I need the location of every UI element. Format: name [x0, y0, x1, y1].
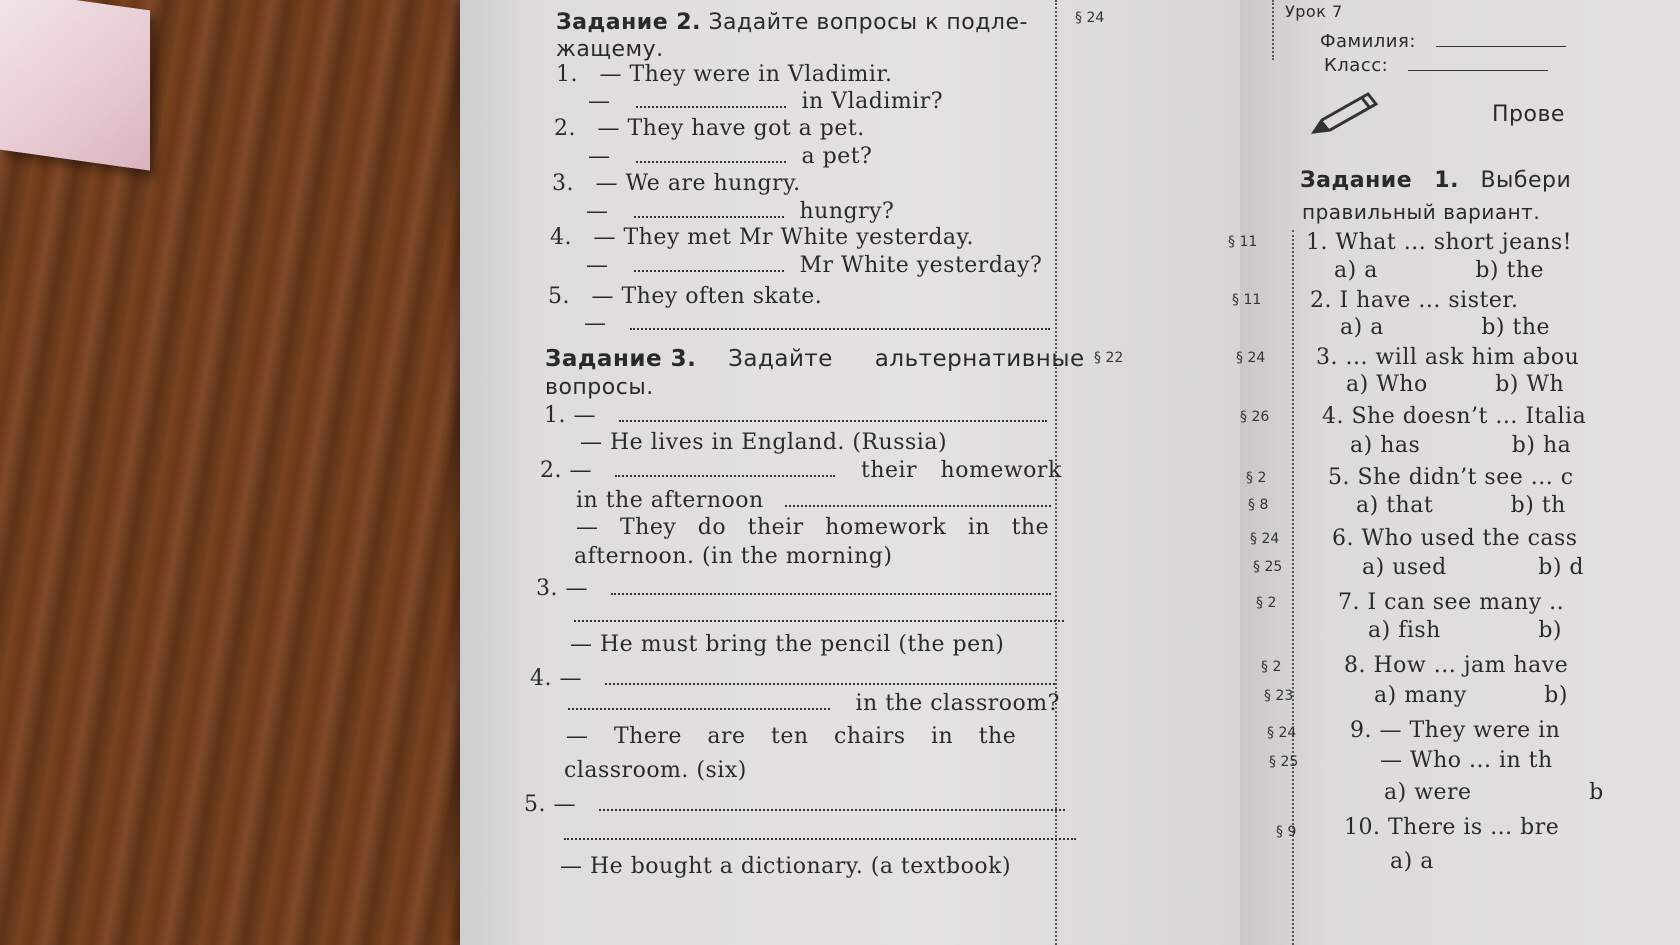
task2-item-3-answer — [586, 198, 894, 224]
class-field[interactable] — [1408, 52, 1548, 71]
answer-blank[interactable] — [605, 665, 1055, 685]
q2-options — [1340, 315, 1550, 340]
paragraph-ref-top: § 24 — [1075, 10, 1105, 26]
item-text: in the classroom? — [855, 691, 1060, 716]
task2-text-b: жащему. — [556, 37, 664, 62]
para-ref-r4: § 26 — [1240, 409, 1270, 425]
option-a[interactable]: a) that — [1356, 493, 1434, 518]
item-num: 3. — — [536, 576, 588, 601]
answer-blank[interactable] — [634, 252, 784, 272]
para-ref-r6: § 8 — [1248, 497, 1269, 513]
task3-item-2 — [540, 457, 1062, 483]
item-num: 5. — [548, 284, 570, 309]
item-num: 3. — [552, 171, 574, 196]
option-b[interactable]: b) the — [1481, 315, 1551, 340]
item-text: — We are hungry. — [595, 171, 801, 196]
answer-blank[interactable] — [630, 310, 1050, 330]
task1-text-b: правильный вариант. — [1302, 200, 1541, 224]
item-tail: in Vladimir? — [801, 89, 944, 114]
q9-options — [1384, 780, 1604, 805]
q2: 2. I have ... sister. — [1310, 288, 1519, 313]
para-ref-r1: § 11 — [1228, 234, 1258, 250]
answer-blank[interactable] — [636, 88, 786, 108]
task2-item-2 — [554, 116, 865, 141]
task3-text-b: вопросы. — [545, 375, 654, 400]
task2-item-1 — [556, 62, 893, 87]
dash: — — [584, 311, 607, 336]
q7-options — [1368, 618, 1562, 643]
notebook-corner — [0, 0, 150, 171]
task1-title: Задание 1. — [1300, 168, 1459, 193]
task3-item-5-line2 — [564, 820, 1076, 846]
task3-item-5-answer: — He bought a dictionary. (a textbook) — [560, 854, 1012, 879]
task2-item-4 — [550, 225, 974, 250]
item-tail: Mr White yesterday? — [799, 253, 1043, 278]
para-ref-r7: § 24 — [1250, 531, 1280, 547]
para-ref-r14: § 9 — [1276, 824, 1297, 840]
task2-item-4-answer — [586, 252, 1042, 278]
option-b[interactable]: b) — [1538, 618, 1563, 643]
item-text: their homework — [860, 458, 1062, 483]
q5-options — [1356, 493, 1566, 518]
option-b[interactable]: b) d — [1538, 555, 1585, 580]
answer-blank[interactable] — [785, 487, 1051, 507]
q5: 5. She didn’t see ... c — [1328, 465, 1574, 490]
item-num: 2. — — [540, 458, 592, 483]
answer-blank[interactable] — [568, 690, 830, 710]
task2-item-3 — [552, 171, 801, 196]
item-text: — They often skate. — [591, 284, 823, 309]
q9-line2: — Who ... in th — [1380, 748, 1553, 773]
lesson-label: Урок 7 — [1285, 2, 1343, 21]
item-num: 1. — [556, 62, 578, 87]
option-a[interactable]: a) a — [1334, 258, 1378, 283]
option-a[interactable]: a) a — [1340, 315, 1384, 340]
item-text: in the afternoon — [576, 488, 764, 513]
item-num: 2. — [554, 116, 576, 141]
dash: — — [588, 89, 611, 114]
paragraph-ref-mid: § 22 — [1094, 350, 1124, 366]
option-a[interactable]: a) Who — [1346, 372, 1428, 397]
task3-item-3-answer: — He must bring the pencil (the pen) — [570, 632, 1005, 657]
task2-item-5 — [548, 284, 822, 309]
answer-blank[interactable] — [599, 791, 1065, 811]
task2-text-a: Задайте вопросы к подле- — [708, 10, 1028, 35]
task3-item-4-answer-2: classroom. (six) — [564, 758, 747, 783]
q9: 9. — They were in — [1350, 718, 1561, 743]
option-b[interactable]: b) — [1544, 683, 1568, 708]
q1-options — [1334, 258, 1544, 283]
task2-heading — [556, 10, 1028, 35]
para-ref-r2: § 11 — [1232, 292, 1262, 308]
task3-heading — [545, 346, 1085, 372]
class-text: Класс: — [1324, 55, 1389, 76]
task3-item-1 — [544, 402, 1047, 428]
answer-blank[interactable] — [636, 143, 786, 163]
notebook-cover — [0, 0, 150, 171]
item-tail: hungry? — [799, 199, 895, 224]
q4-options — [1350, 433, 1571, 458]
task3-item-2-answer-2: afternoon. (in the morning) — [574, 544, 893, 569]
para-ref-r8: § 25 — [1253, 559, 1283, 575]
option-a[interactable]: a) many — [1374, 683, 1467, 708]
class-label — [1324, 52, 1548, 76]
item-tail: a pet? — [801, 144, 873, 169]
q8-options — [1374, 683, 1568, 708]
q3: 3. ... will ask him abou — [1316, 345, 1580, 370]
option-b[interactable]: b) the — [1475, 258, 1545, 283]
dash: — — [586, 199, 609, 224]
q8: 8. How ... jam have — [1344, 653, 1569, 678]
task3-item-3 — [536, 575, 1051, 601]
task3-item-1-answer: — He lives in England. (Russia) — [580, 430, 948, 455]
item-num: 4. — [550, 225, 572, 250]
answer-blank[interactable] — [615, 457, 835, 477]
answer-blank[interactable] — [619, 402, 1047, 422]
dash: — — [586, 253, 609, 278]
surname-label — [1320, 28, 1566, 52]
option-b[interactable]: b — [1589, 780, 1604, 805]
para-ref-r11: § 23 — [1264, 688, 1294, 704]
option-b[interactable]: b) th — [1510, 493, 1566, 518]
answer-blank[interactable] — [611, 575, 1051, 595]
option-a[interactable]: a) used — [1362, 555, 1447, 580]
task2-item-1-answer — [588, 88, 943, 114]
right-gutter-line — [1272, 0, 1274, 60]
q4: 4. She doesn’t ... Italia — [1322, 404, 1587, 429]
item-text: — They met Mr White yesterday. — [593, 225, 975, 250]
task3-item-3-line2 — [574, 602, 1064, 628]
para-ref-r5: § 2 — [1246, 470, 1267, 486]
q10: 10. There is ... bre — [1344, 815, 1560, 840]
option-b[interactable]: b) ha — [1511, 433, 1572, 458]
dash: — — [588, 144, 611, 169]
task1-heading — [1300, 168, 1571, 193]
para-ref-r9: § 2 — [1256, 595, 1277, 611]
surname-text: Фамилия: — [1320, 31, 1416, 52]
task3-item-4-answer-1: — There are ten chairs in the — [566, 724, 1017, 749]
para-ref-r3: § 24 — [1236, 350, 1266, 366]
task3-item-4-b — [568, 690, 1060, 716]
task3-item-2-b — [576, 487, 1051, 513]
q6-options — [1362, 555, 1584, 580]
task1-text-a: Выбери — [1480, 168, 1572, 193]
pencil-icon — [1310, 92, 1380, 136]
q7: 7. I can see many .. — [1338, 590, 1565, 615]
item-text: — They were in Vladimir. — [599, 62, 893, 87]
item-num: 5. — — [524, 792, 576, 817]
option-a[interactable]: a) fish — [1368, 618, 1441, 643]
option-a[interactable]: a) were — [1384, 780, 1472, 805]
task3-item-2-answer-1: — They do their homework in the — [576, 515, 1050, 540]
answer-blank[interactable] — [634, 198, 784, 218]
answer-blank[interactable] — [564, 820, 1076, 840]
q1: 1. What ... short jeans! — [1306, 230, 1572, 255]
para-ref-r12: § 24 — [1267, 725, 1297, 741]
q6: 6. Who used the cass — [1332, 526, 1578, 551]
item-num: 4. — — [530, 666, 582, 691]
task3-item-5 — [524, 791, 1065, 817]
check-heading: Прове — [1492, 102, 1565, 127]
surname-field[interactable] — [1436, 28, 1566, 47]
option-b[interactable]: b) Wh — [1495, 372, 1565, 397]
task3-item-4 — [530, 665, 1055, 691]
task2-title: Задание 2. — [556, 10, 701, 35]
answer-blank[interactable] — [574, 602, 1064, 622]
item-num: 1. — — [544, 403, 596, 428]
q10-options — [1390, 849, 1434, 874]
q3-options — [1346, 372, 1564, 397]
para-ref-r10: § 2 — [1261, 659, 1282, 675]
task3-text-a: Задайте альтернативные — [728, 346, 1085, 372]
task2-item-2-answer — [588, 143, 872, 169]
option-a[interactable]: a) a — [1390, 849, 1434, 874]
para-ref-r13: § 25 — [1269, 754, 1299, 770]
task3-title: Задание 3. — [545, 346, 697, 372]
option-a[interactable]: a) has — [1350, 433, 1421, 458]
task2-item-5-answer — [584, 310, 1050, 336]
item-text: — They have got a pet. — [597, 116, 865, 141]
